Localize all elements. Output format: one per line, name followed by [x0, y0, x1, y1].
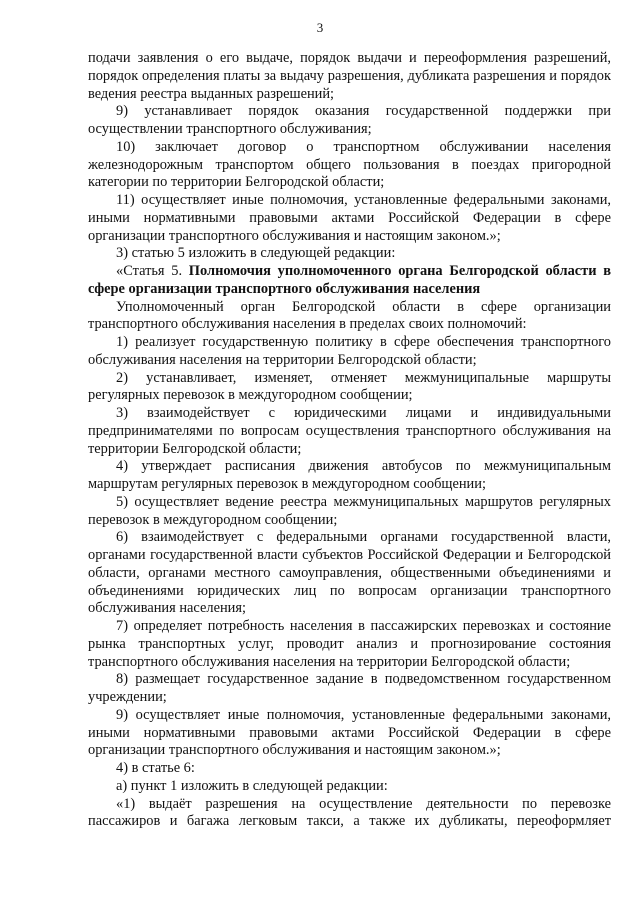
- list-item-1: 1) реализует государственную политику в сфере обеспечения транспортного обслуживания населения на территории Белгородской области;: [88, 334, 611, 368]
- list-item-6: 6) взаимодействует с федеральными органами государственной власти, органами государственной власти субъектов Российской Федерации и Белгородской области, органами местного самоуправления, общественными объединениями и объединениями юридических лиц по вопросам организации транспортного обслуживания населения;: [88, 529, 611, 617]
- list-item-7: 7) определяет потребность населения в пассажирских перевозках и состояние рынка транспортных услуг, проводит анализ и прогнозирование состояния транспортного обслуживания населения на территории Белгородской области;: [88, 618, 611, 670]
- article-heading: [88, 263, 611, 299]
- amendment-item-3: 3) статью 5 изложить в следующей редакции:: [116, 245, 396, 262]
- list-item-8: 8) размещает государственное задание в подведомственном государственном учреждении;: [88, 671, 611, 705]
- list-item-10: 10) заключает договор о транспортном обслуживании населения железнодорожным транспортом общего пользования в поездах пригородной категории по территории Белгородской области;: [88, 138, 611, 191]
- article-number: «Статья 5.: [116, 263, 189, 279]
- list-item-2: 2) устанавливает, изменяет, отменяет межмуниципальные маршруты регулярных перевозок в междугородном сообщении;: [88, 369, 611, 404]
- list-item-3: 3) взаимодействует с юридическими лицами и индивидуальными предпринимателями по вопросам осуществления транспортного обслуживания на территории Белгородской области;: [88, 405, 611, 457]
- quoted-item-1: «1) выдаёт разрешения на осуществление деятельности по перевозке пассажиров и багажа легковым такси, а также их дубликаты, переоформляет: [88, 795, 611, 830]
- list-item-11: 11) осуществляет иные полномочия, установленные федеральными законами, иными нормативными правовыми актами Российской Федерации в сфере организации транспортного обслуживания и настоящим законом.»;: [88, 192, 611, 244]
- amendment-item-4: 4) в статье 6:: [116, 760, 195, 776]
- paragraph-continuation: подачи заявления о его выдаче, порядок выдачи и переоформления разрешений, порядок определения платы за выдачу разрешения, дубликата разрешения и порядок ведения реестра выданных разрешений;: [88, 50, 611, 102]
- list-item-9: 9) устанавливает порядок оказания государственной поддержки при осуществлении транспортного обслуживания;: [88, 103, 611, 137]
- document-body: [88, 50, 611, 831]
- amendment-subitem-a: а) пункт 1 изложить в следующей редакции:: [116, 777, 388, 794]
- list-item-9b: 9) осуществляет иные полномочия, установленные федеральными законами, иными нормативными правовыми актами Российской Федерации в сфере организации транспортного обслуживания и настоящим законом.»;: [88, 706, 611, 759]
- list-item-5: 5) осуществляет ведение реестра межмуниципальных маршрутов регулярных перевозок в междугородном сообщении;: [88, 493, 611, 528]
- article-intro: Уполномоченный орган Белгородской области в сфере организации транспортного обслуживания населения в пределах своих полномочий:: [88, 298, 611, 333]
- article-title: Полномочия уполномоченного органа Белгородской области в сфере организации транспортного обслуживания населения: [88, 263, 611, 297]
- page-number: 3: [316, 20, 324, 35]
- list-item-4: 4) утверждает расписания движения автобусов по межмуниципальным маршрутам регулярных перевозок в междугородном сообщении;: [88, 458, 611, 492]
